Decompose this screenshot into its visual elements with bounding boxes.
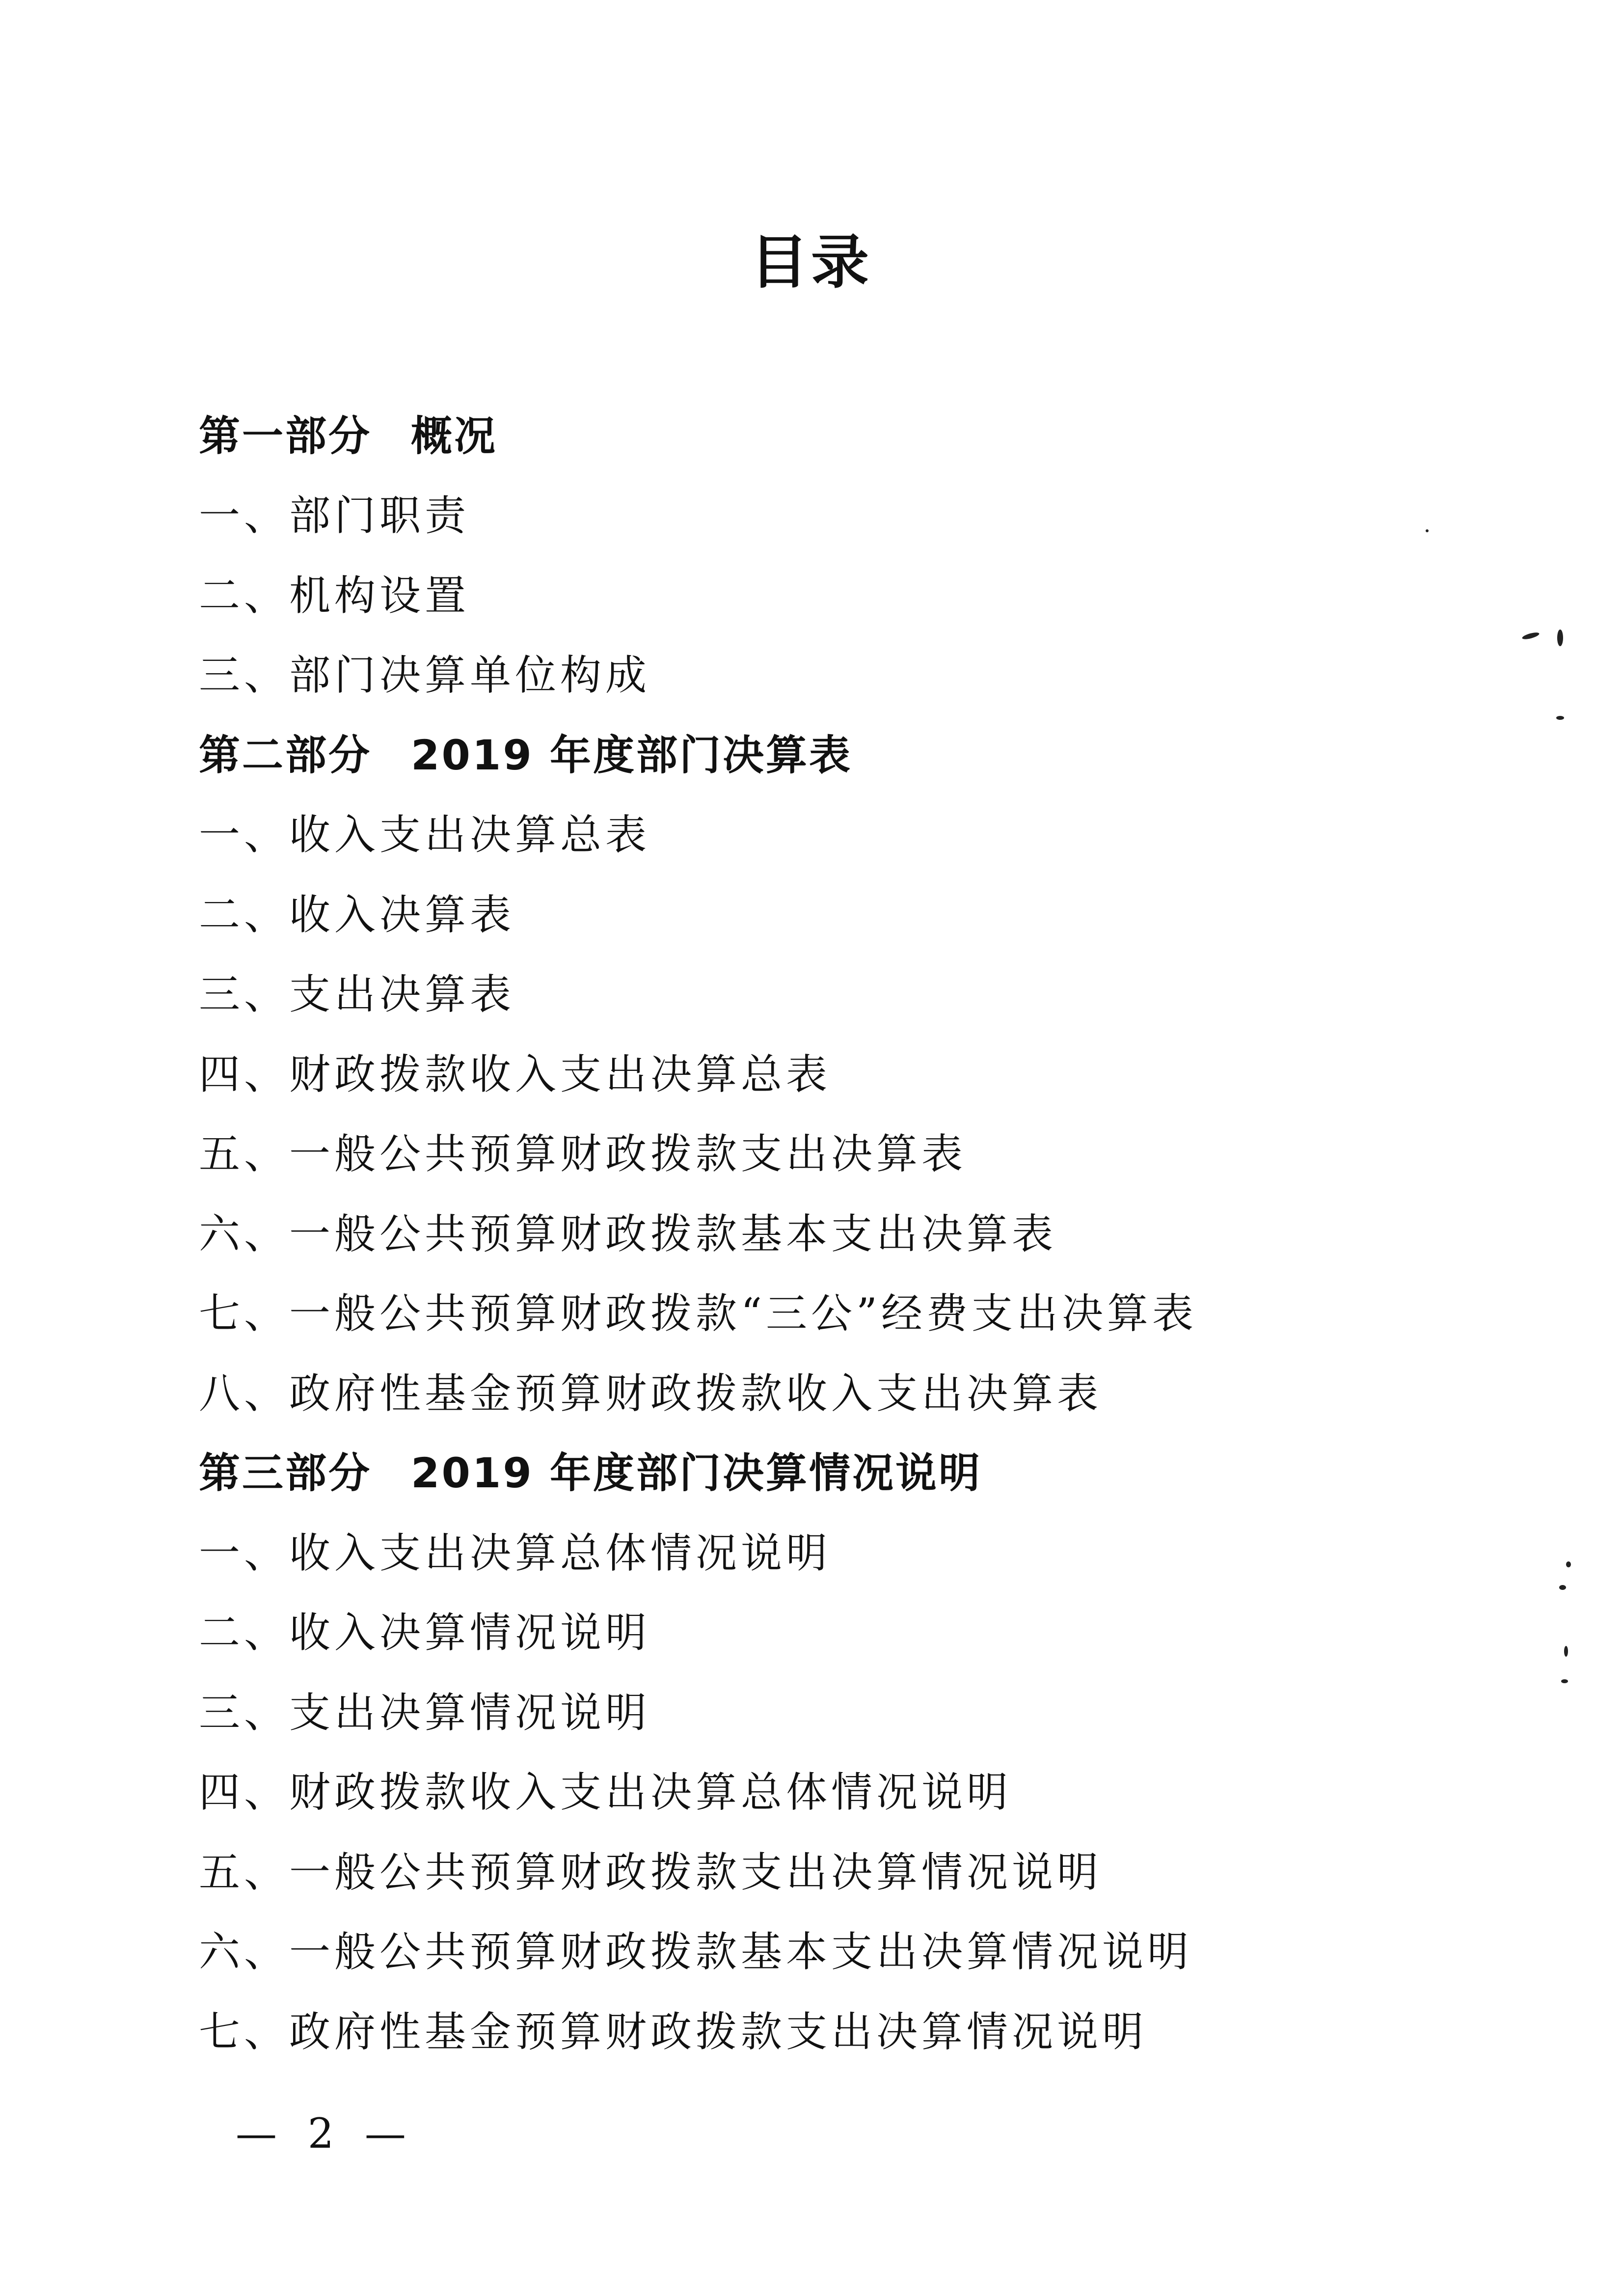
toc-section-1 [199,393,1475,473]
scan-speck [1426,529,1429,532]
toc-item: 二、机构设置 [199,571,470,620]
page-number: — 2 — [236,2109,415,2158]
toc-item: 七、一般公共预算财政拨款“三公”经费支出决算表 [199,1289,1197,1338]
toc-item: 二、收入决算情况说明 [199,1609,651,1657]
toc-section-title: 2019 年度部门决算表 [411,731,853,779]
toc-item: 六、一般公共预算财政拨款基本支出决算情况说明 [199,1928,1193,1976]
toc-item: 一、收入支出决算总体情况说明 [199,1529,832,1577]
toc-section-label: 第三部分 [199,1449,372,1498]
toc-item: 四、财政拨款收入支出决算总表 [199,1050,832,1098]
toc-item: 八、政府性基金预算财政拨款收入支出决算表 [199,1369,1103,1418]
toc-section-3 [199,1430,1475,1510]
scan-speck [1556,716,1564,720]
toc-item: 二、收入决算表 [199,890,515,939]
toc-item: 四、财政拨款收入支出决算总体情况说明 [199,1768,1012,1817]
toc-item: 六、一般公共预算财政拨款基本支出决算表 [199,1209,1057,1258]
page-title: 目录 [750,228,872,297]
scan-speck [1561,1679,1568,1683]
toc-item: 一、收入支出决算总表 [199,811,651,859]
scan-speck [1521,631,1540,641]
scan-speck [1557,629,1563,646]
toc-item: 三、部门决算单位构成 [199,651,651,700]
scan-speck [1566,1561,1571,1567]
toc-item: 五、一般公共预算财政拨款支出决算情况说明 [199,1848,1103,1896]
toc-section-2 [199,712,1475,792]
toc-section-label: 第二部分 [199,731,372,779]
scan-speck [1559,1585,1566,1590]
toc-item: 三、支出决算表 [199,970,515,1019]
toc-section-label: 第一部分 [199,411,372,460]
toc-item: 五、一般公共预算财政拨款支出决算表 [199,1130,967,1178]
scan-speck [1564,1646,1568,1657]
toc-item: 七、政府性基金预算财政拨款支出决算情况说明 [199,2007,1148,2056]
toc-item: 三、支出决算情况说明 [199,1688,651,1737]
toc-section-title: 2019 年度部门决算情况说明 [411,1449,982,1498]
table-of-contents [199,393,1475,2069]
toc-item: 一、部门职责 [199,492,470,540]
toc-section-title: 概况 [411,411,498,460]
